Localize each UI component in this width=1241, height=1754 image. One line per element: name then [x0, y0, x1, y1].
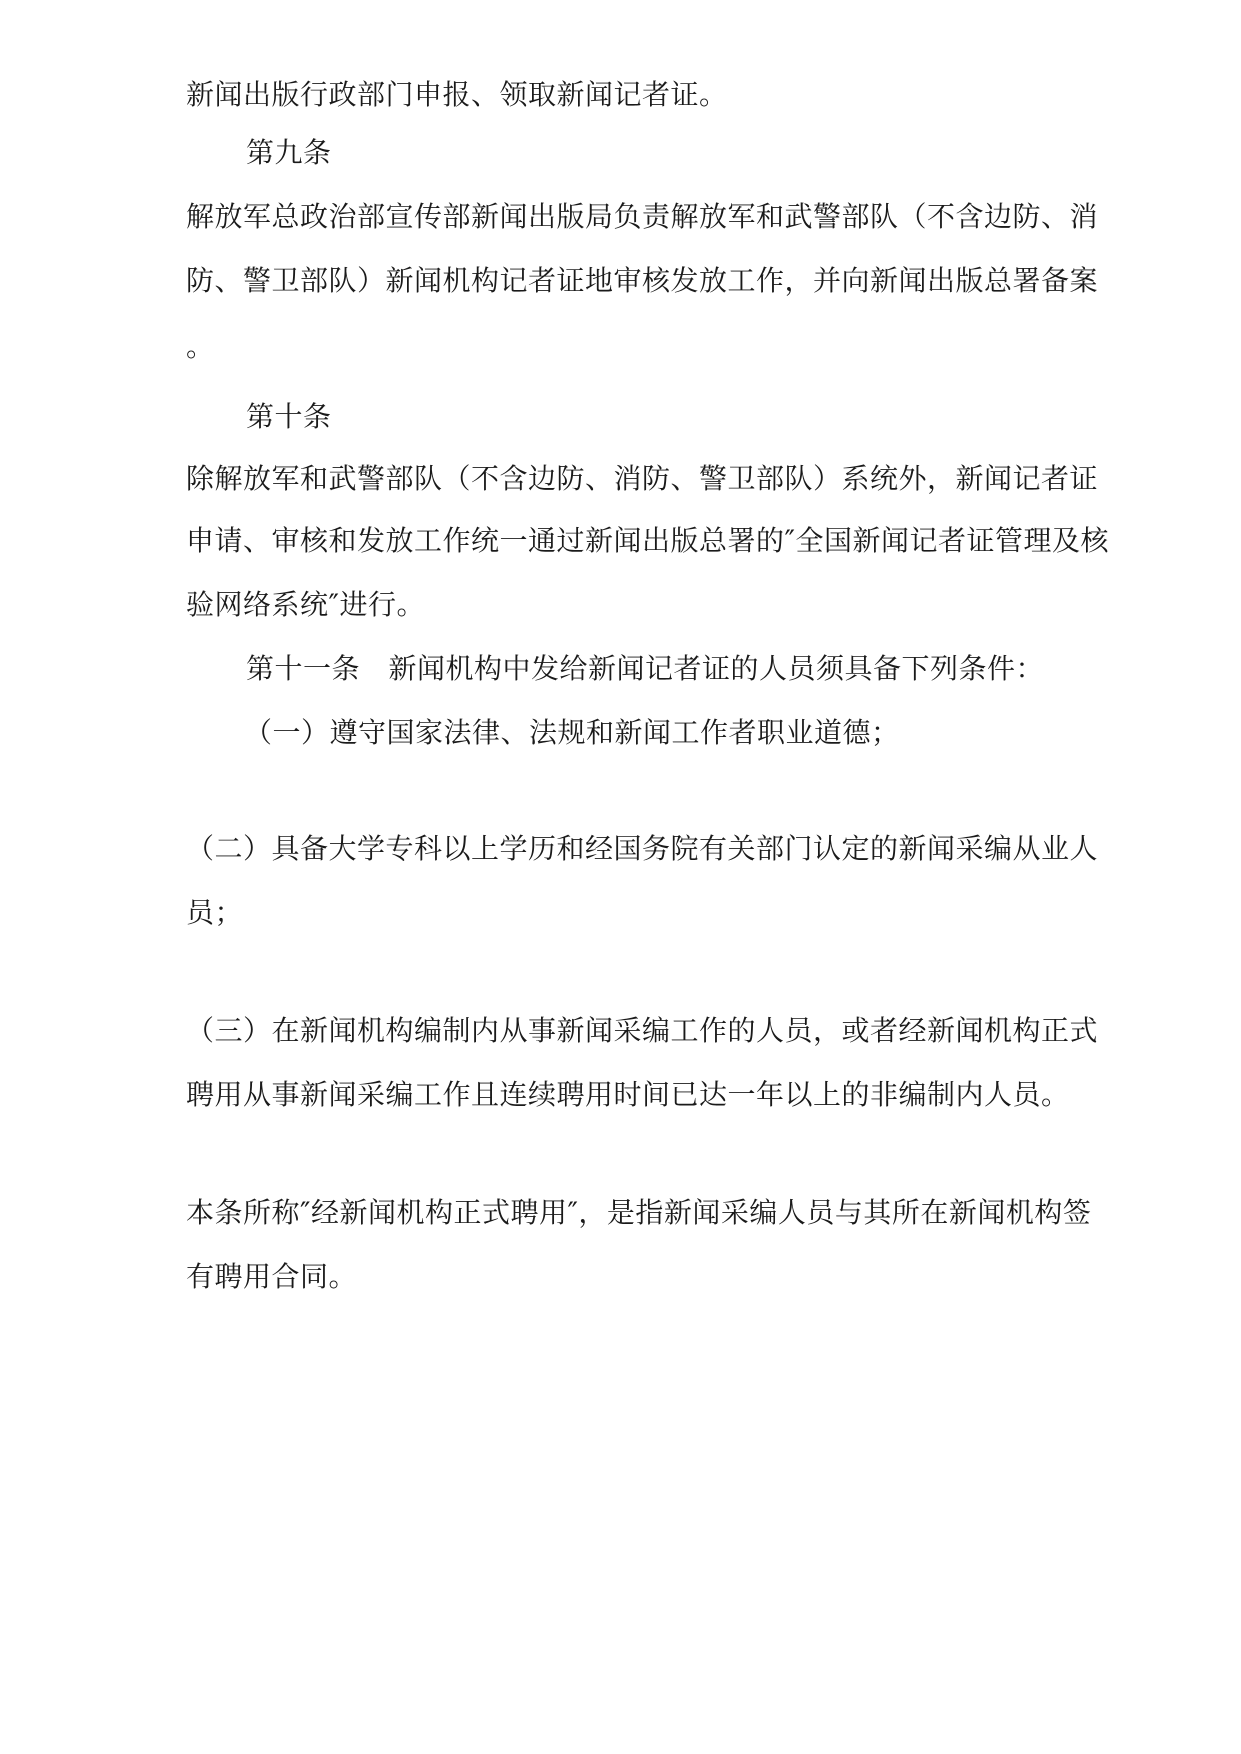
- article-9-heading: 第九条: [246, 136, 332, 169]
- article-9-body-line-3: 。: [186, 330, 215, 363]
- article-11-heading: 第十一条 新闻机构中发给新闻记者证的人员须具备下列条件：: [246, 652, 1045, 685]
- article-10-body-line-2: 申请、审核和发放工作统一通过新闻出版总署的″全国新闻记者证管理及核: [186, 524, 1109, 557]
- article-10-body-line-1: 除解放军和武警部队（不含边防、消防、警卫部队）系统外，新闻记者证: [186, 462, 1099, 495]
- article-11-item-3-line-2: 聘用从事新闻采编工作且连续聘用时间已达一年以上的非编制内人员。: [186, 1078, 1070, 1111]
- article-11-note-line-1: 本条所称″经新闻机构正式聘用″，是指新闻采编人员与其所在新闻机构签: [186, 1196, 1092, 1229]
- text-line-continuation: 新闻出版行政部门申报、领取新闻记者证。: [186, 78, 728, 111]
- article-11-item-2-line-2: 员；: [186, 896, 244, 929]
- article-11-item-2-line-1: （二）具备大学专科以上学历和经国务院有关部门认定的新闻采编从业人: [186, 832, 1099, 865]
- article-11-item-1: （一）遵守国家法律、法规和新闻工作者职业道德；: [244, 716, 900, 749]
- article-11-note-line-2: 有聘用合同。: [186, 1260, 358, 1293]
- article-10-body-line-3: 验网络系统″进行。: [186, 588, 425, 621]
- article-9-body-line-2: 防、警卫部队）新闻机构记者证地审核发放工作，并向新闻出版总署备案: [186, 264, 1099, 297]
- article-9-body-line-1: 解放军总政治部宣传部新闻出版局负责解放军和武警部队（不含边防、消: [186, 200, 1099, 233]
- article-10-heading: 第十条: [246, 400, 332, 433]
- article-11-item-3-line-1: （三）在新闻机构编制内从事新闻采编工作的人员，或者经新闻机构正式: [186, 1014, 1099, 1047]
